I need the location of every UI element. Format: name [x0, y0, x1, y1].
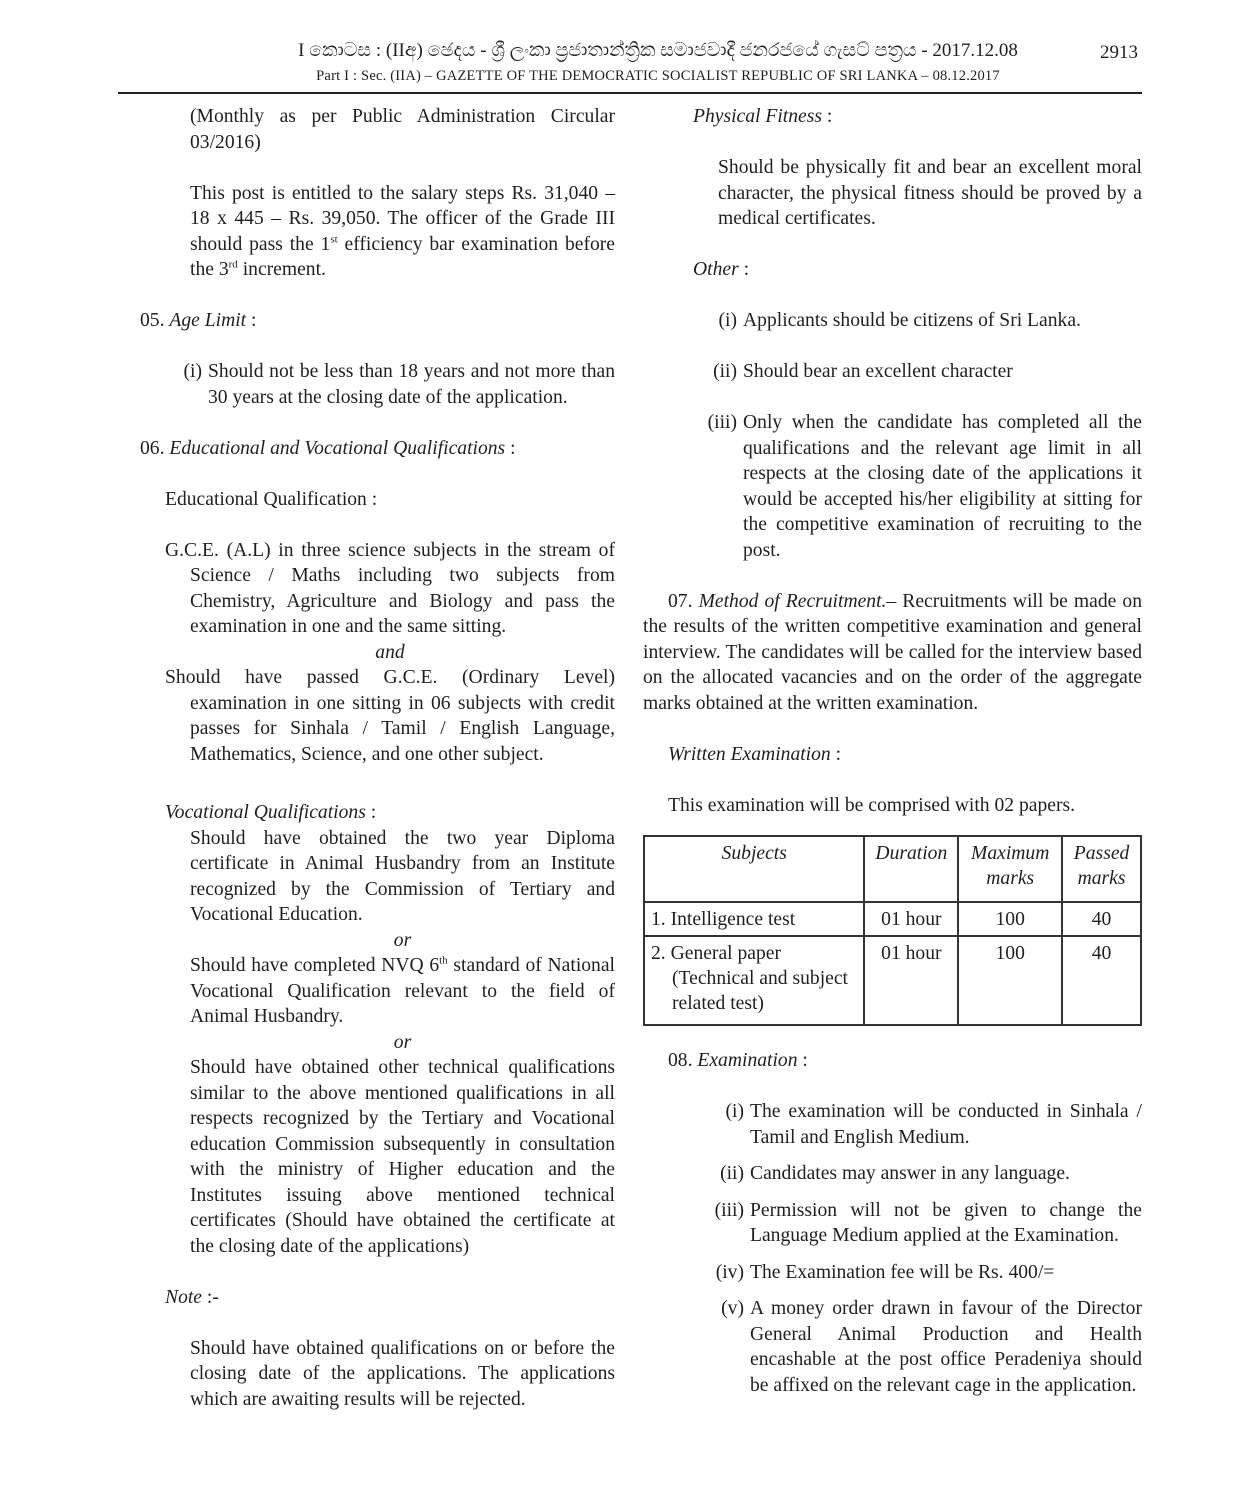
gce-al-requirement: G.C.E. (A.L) in three science subjects in the stream of Science / Maths including two subjects from Chemistry, Agriculture and Biology and pass the examination in one and the same sitting.	[165, 539, 615, 637]
left-column	[140, 104, 615, 1412]
table-row	[644, 936, 1141, 1025]
examination-papers-table	[643, 835, 1142, 1026]
header-sinhala-title: I කොටස : (IIඅ) ඡෙදය - ශ්‍රී ලංකා ප්‍රජාතාන්ත්‍රික සමාජවාදී ජනරජයේ ගැසට් පත්‍රය - 2017.12.08	[298, 40, 1018, 61]
row-1-max: 100	[958, 902, 1062, 936]
row-2-duration: 01 hour	[864, 936, 958, 1025]
or-connector-1: or	[393, 929, 412, 951]
other-item-3: (iii) Only when the candidate has completed all the qualifications and the relevant age limit in all respects at the closing date of the applications it would be accepted his/her eligibility at sitting for the competitive examination of recruiting to the post.	[707, 412, 1142, 561]
row-1-duration: 01 hour	[864, 902, 958, 936]
written-examination-text: This examination will be comprised with 02 papers.	[668, 794, 1076, 816]
section-07-paragraph: 07. Method of Recruitment.– Recruitments will be made on the results of the written competitive examination and general interview. The candidates will be called for the interview based on the allocated vacancies and on the order of the aggregate marks obtained at the written examination.	[643, 590, 1143, 714]
educational-qualification-heading: Educational Qualification :	[165, 488, 378, 510]
or-connector-2: or	[393, 1031, 412, 1053]
age-limit-item: (i) Should not be less than 18 years and not more than 30 years at the closing date of the application.	[183, 361, 615, 408]
vocational-other-requirement: Should have obtained other technical qualifications similar to the above mentioned qualifications in all respects recognized by the Tertiary and Vocational education Commission subsequently in consultation with the ministry of Higher education and the Institutes issuing above mentioned technical certificates (Should have obtained the certificate at the closing date of the applications)	[190, 1057, 615, 1257]
table-header-row	[644, 836, 1141, 902]
page-header	[118, 36, 1142, 94]
header-duration: Duration	[864, 836, 958, 902]
section-06-heading: 06. Educational and Vocational Qualifications :	[140, 437, 516, 459]
header-maximum-marks: Maximum marks	[958, 836, 1062, 902]
other-item-1: (i) Applicants should be citizens of Sri Lanka.	[718, 310, 1081, 331]
gce-ol-requirement: Should have passed G.C.E. (Ordinary Level) examination in one sitting in 06 subjects with credit passes for Sinhala / Tamil / English Language, Mathematics, Science, and one other subject.	[165, 667, 615, 765]
note-text: Should have obtained qualifications on or before the closing date of the applications. The applications which are awaiting results will be rejected.	[190, 1337, 615, 1410]
row-2-subject: 2. General paper	[651, 943, 782, 964]
right-column	[643, 104, 1142, 1398]
row-2-subject-detail: (Technical and subject related test)	[672, 968, 848, 1014]
row-2-max: 100	[958, 936, 1062, 1025]
header-divider	[118, 92, 1142, 94]
salary-circular-note: (Monthly as per Public Administration Circular 03/2016)	[190, 106, 615, 153]
written-examination-heading: Written Examination :	[668, 743, 842, 765]
vocational-nvq-requirement: Should have completed NVQ 6th standard of National Vocational Qualification relevant to the field of Animal Husbandry.	[190, 954, 615, 1027]
salary-steps-paragraph: This post is entitled to the salary steps Rs. 31,040 – 18 x 445 – Rs. 39,050. The officer of the Grade III should pass the 1st efficiency bar examination before the 3rd increment.	[190, 182, 615, 280]
and-connector: and	[375, 641, 405, 663]
row-2-passed: 40	[1062, 936, 1141, 1025]
vocational-qualifications-heading: Vocational Qualifications :	[165, 802, 377, 823]
table-row	[644, 902, 1141, 936]
section-05-heading: 05. Age Limit :	[140, 310, 257, 331]
section-08-heading: 08. Examination :	[668, 1050, 808, 1071]
header-passed-marks: Passed marks	[1062, 836, 1141, 902]
exam-item-1: (i) The examination will be conducted in Sinhala / Tamil and English Medium.	[725, 1101, 1142, 1148]
vocational-diploma-requirement: Should have obtained the two year Diploma certificate in Animal Husbandry from an Institute recognized by the Commission of Tertiary and Vocational Education.	[190, 827, 615, 925]
exam-item-5: (v) A money order drawn in favour of the Director General Animal Production and Health encashable at the post office Peradeniya should be affixed on the relevant cage in the application.	[721, 1298, 1142, 1396]
header-subjects: Subjects	[644, 836, 864, 902]
physical-fitness-text: Should be physically fit and bear an excellent moral character, the physical fitness should be proved by a medical certificates.	[718, 157, 1142, 229]
other-heading: Other :	[693, 259, 750, 280]
header-english-title: Part I : Sec. (IIA) – GAZETTE OF THE DEMOCRATIC SOCIALIST REPUBLIC OF SRI LANKA – 08.12.2017	[316, 68, 1000, 84]
row-1-subject: 1. Intelligence test	[651, 909, 796, 930]
exam-item-2: (ii) Candidates may answer in any language.	[720, 1163, 1070, 1184]
other-item-2: (ii) Should bear an excellent character	[713, 361, 1013, 382]
note-heading: Note :-	[165, 1286, 219, 1308]
exam-item-4: (iv) The Examination fee will be Rs. 400/=	[715, 1261, 1055, 1283]
page-number: 2913	[1100, 42, 1138, 63]
exam-item-3: (iii) Permission will not be given to change the Language Medium applied at the Examination.	[714, 1199, 1142, 1246]
physical-fitness-heading: Physical Fitness :	[693, 106, 833, 127]
row-1-passed: 40	[1062, 902, 1141, 936]
